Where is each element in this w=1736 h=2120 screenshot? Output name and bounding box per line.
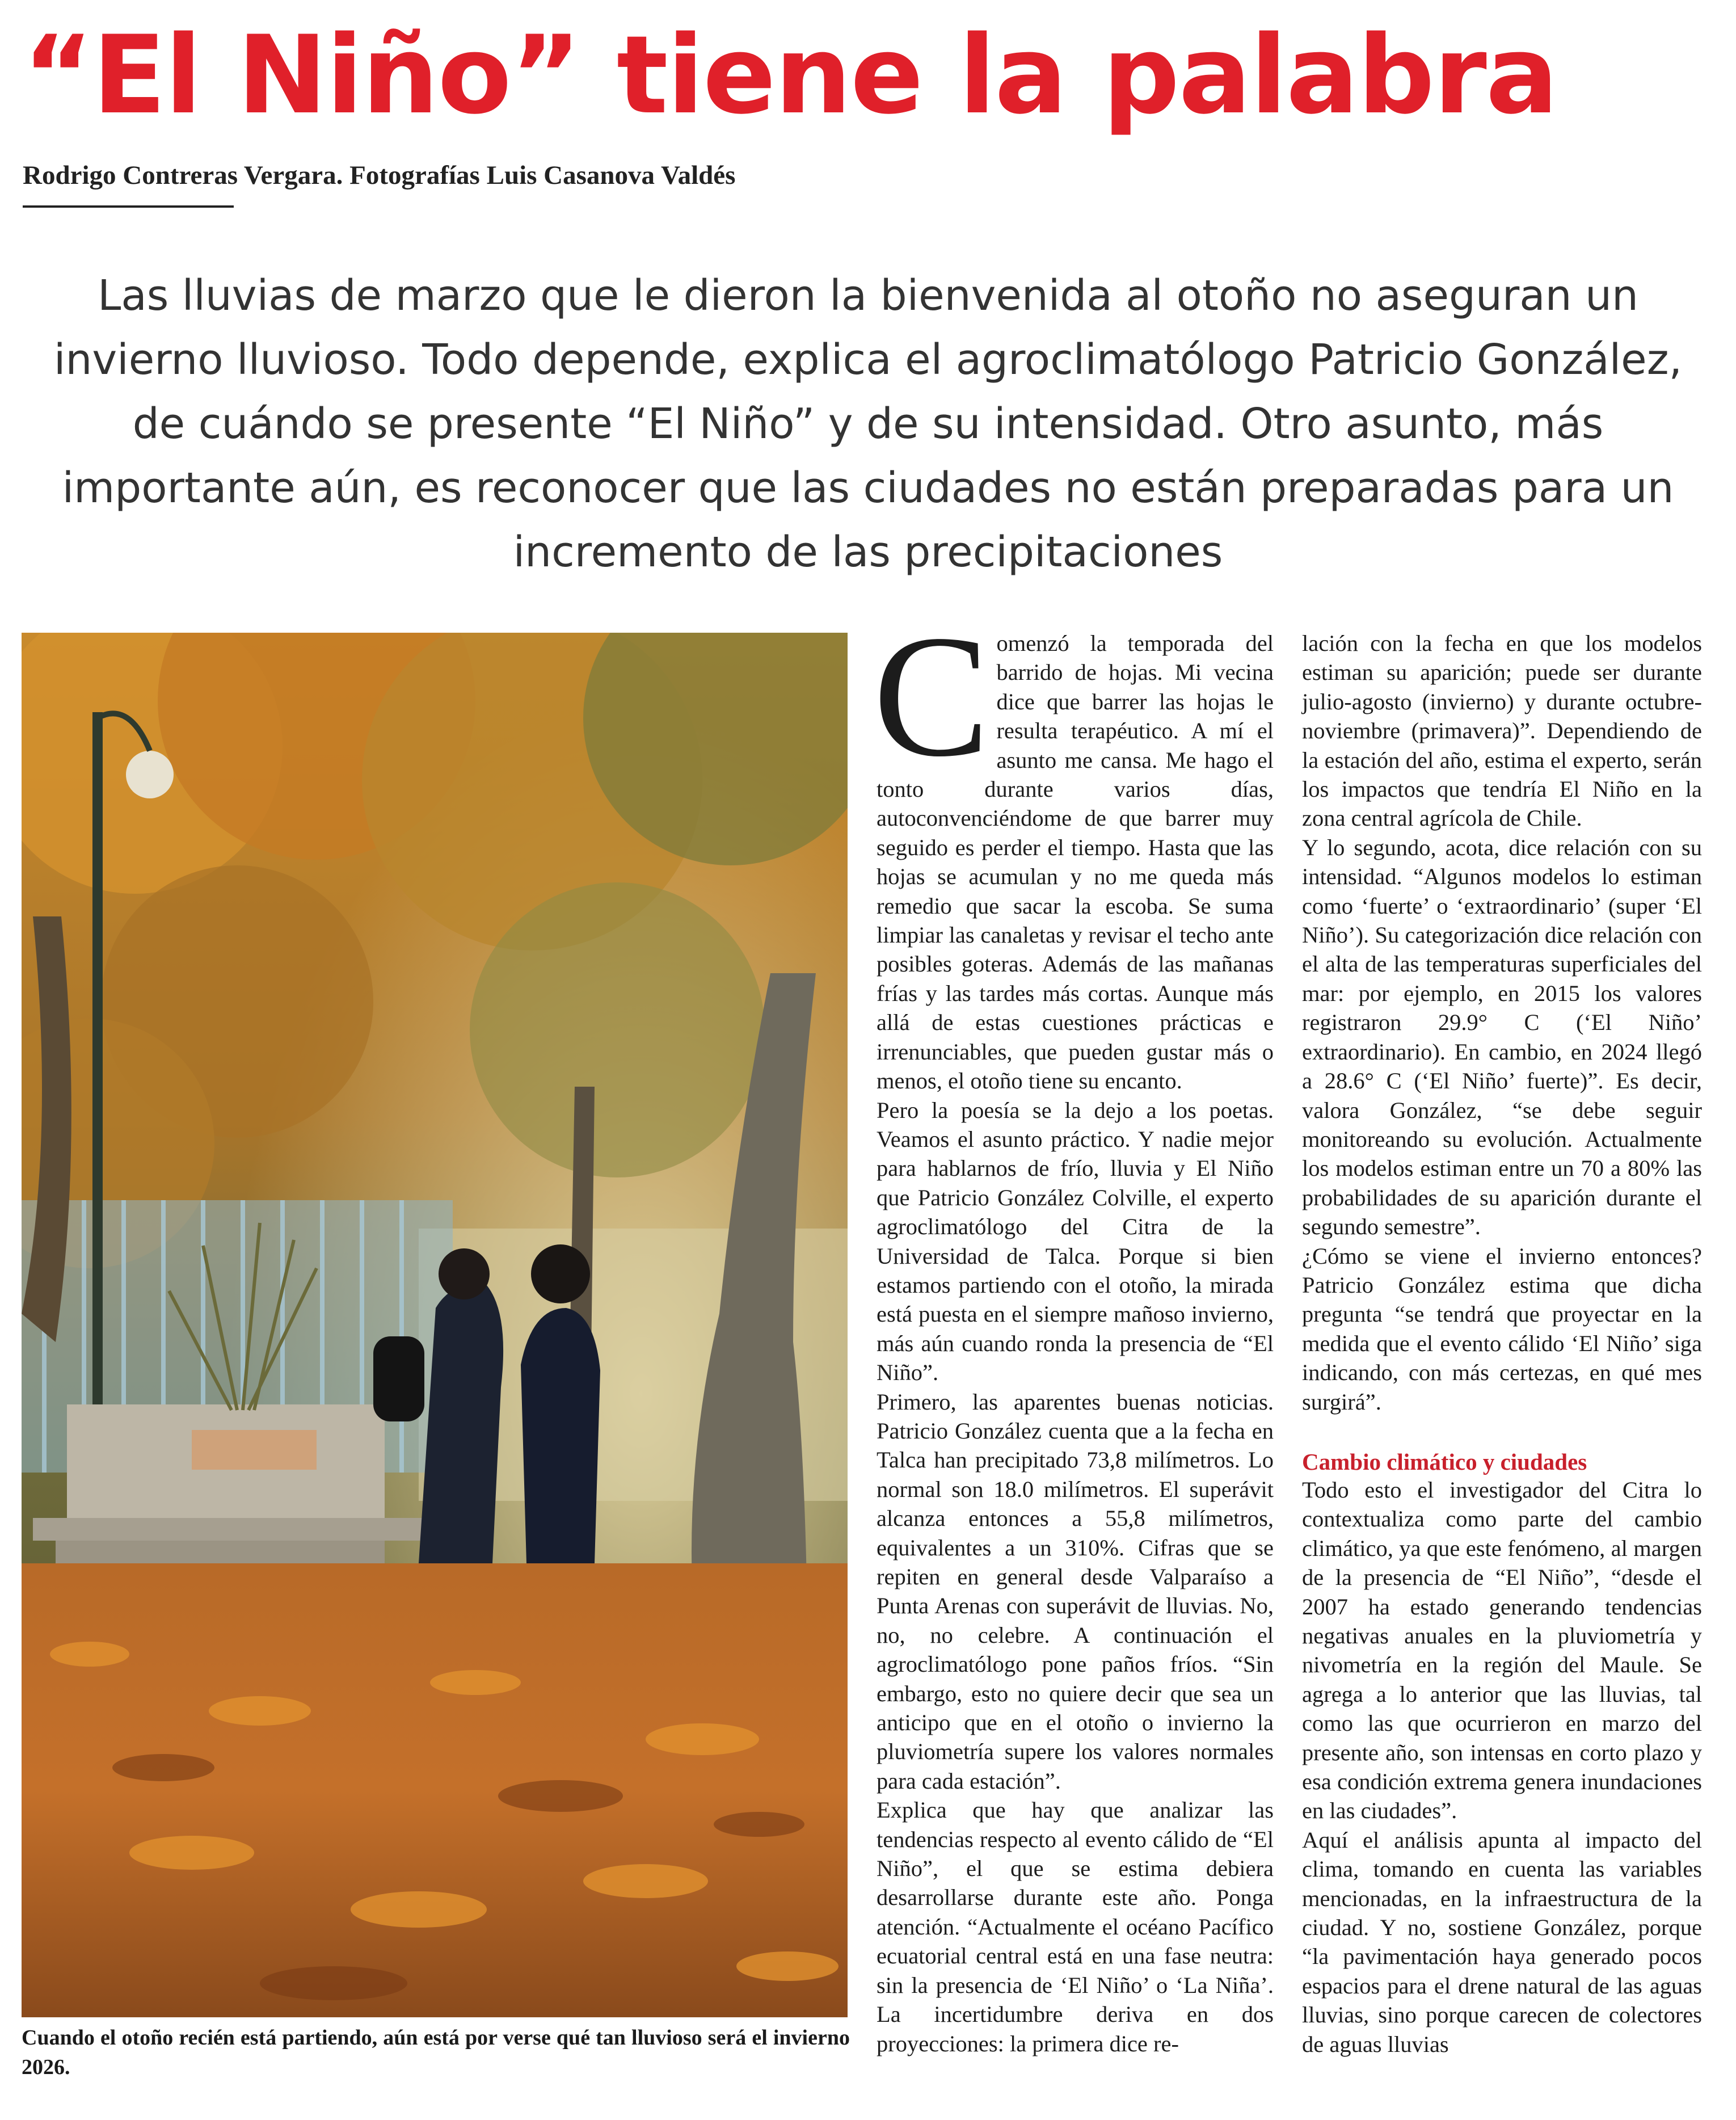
paragraph: Pero la poesía se la dejo a los poetas. Veamos el asunto práctico. Y nadie mejor para hablarnos de frío, lluvia y El Niño que Patricio González Colville, el experto agroclimatólogo del Citra de la Universidad de Talca. Porque si bien estamos partiendo con el otoño, la mirada está puesta en el siempre mañoso invierno, más aún cuando ronda la presencia de “El Niño”.	[877, 1097, 1274, 1386]
paragraph: Todo esto el investigador del Citra lo contextualiza como parte del cambio climático, ya que este fenómeno, al margen de la presencia de “El Niño”, “desde el 2007 ha estado generando tendencias negativas anuales en la pluviometría y nivometría en la región del Maule. Se agrega a lo anterior que las lluvias, tal como las que ocurrieron en marzo del presente año, son intensas en corto plazo y esa condición extrema genera inundaciones en las ciudades”.	[1302, 1477, 1702, 1824]
paragraph: Primero, las aparentes buenas noticias. Patricio González cuenta que a la fecha en Talca han precipitado 73,8 milímetros. Lo normal son 18.0 milímetros. El superávit alcanza entonces a 55,8 milímetros, equivalentes a un 310%. Cifras que se repiten en general desde Valparaíso a Punta Arenas con superávit de lluvias. No, no, no celebre. A continuación el agroclimatólogo pone paños fríos. “Sin embargo, esto no quiere decir que sea un anticipo que en el otoño o invierno la pluviometría supere los valores normales para cada estación”.	[877, 1389, 1274, 1794]
paragraph: omenzó la temporada del barrido de hojas. Mi vecina dice que barrer las hojas le resulta terapéutico. A mí el asunto me cansa. Me hago el tonto durante varios días, autoconvenciéndome de que barrer muy seguido es perder el tiempo. Hasta que las hojas se acumulan y no me queda más remedio que sacar la escoba. Se suma limpiar las canaletas y revisar el techo ante posibles goteras. Además de las mañanas frías y las tardes más cortas. Aunque más allá de estas cuestiones prácticas e irrenunciables, que pueden gustar más o menos, el otoño tiene su encanto.	[877, 630, 1274, 1094]
photo-illustration	[22, 633, 848, 2017]
byline-rule	[23, 205, 234, 208]
paragraph: ¿Cómo se viene el invierno entonces? Patricio González estima que dicha pregunta “se tendrá que proyectar en la medida que el evento cálido ‘El Niño’ siga indicando, con más certezas, en qué mes surgirá”.	[1302, 1243, 1702, 1415]
photo-caption: Cuando el otoño recién está partiendo, aún está por verse qué tan lluvioso será el invierno 2026.	[22, 2026, 850, 2079]
paragraph: Y lo segundo, acota, dice relación con su intensidad. “Algunos modelos lo estiman como ‘fuerte’ o ‘extraordinario’ (super ‘El Niño’). Su categorización dice relación con el alta de las temperaturas superficiales del mar: por ejemplo, en 2015 los valores registraron 29.9° C (‘El Niño’ extraordinario). En cambio, en 2024 llegó a 28.6° C (‘El Niño’ fuerte)”. Es decir, valora González, “se debe seguir monitoreando su evolución. Actualmente los modelos estiman entre un 70 a 80% las probabilidades de su aparición durante el segundo semestre”.	[1302, 834, 1702, 1240]
paragraph: lación con la fecha en que los modelos estiman su aparición; puede ser durante julio-agosto (invierno) y durante octubre-noviembre (primavera)”. Dependiendo de la estación del año, estima el experto, serán los impactos que tendría El Niño en la zona central agrícola de Chile.	[1302, 630, 1702, 831]
paragraph: Aquí el análisis apunta al impacto del clima, tomando en cuenta las variables mencionadas, en la infraestructura de la ciudad. Y no, sostiene González, porque “la pavimentación haya generado pocos espacios para el drene natural de las aguas lluvias, sino porque carecen de colectores de aguas lluvias	[1302, 1827, 1702, 2057]
section-subhead: Cambio climático y ciudades	[1302, 1448, 1587, 1475]
headline: “El Niño” tiene la palabra	[23, 12, 1557, 138]
drop-cap: C	[873, 599, 990, 793]
article-column-2	[1302, 629, 1702, 2059]
lede-paragraph: Las lluvias de marzo que le dieron la bienvenida al otoño no aseguran un invierno lluvioso. Todo depende, explica el agroclimatólogo Patricio González, de cuándo se presente “El Niño” y de su intensidad. Otro asunto, más importante aún, es reconocer que las ciudades no están preparadas para un incremento de las precipitaciones	[53, 271, 1683, 577]
article-column-1	[873, 599, 1274, 2058]
autumn-park-photo	[22, 633, 848, 2017]
byline: Rodrigo Contreras Vergara. Fotografías Luis Casanova Valdés	[23, 161, 736, 190]
paragraph: Explica que hay que analizar las tendencias respecto al evento cálido de “El Niño”, el que se estima debiera desarrollarse durante este año. Ponga atención. “Actualmente el océano Pacífico ecuatorial central está en una fase neutra: sin la presencia de ‘El Niño’ o ‘La Niña’. La incertidumbre deriva en dos proyecciones: la primera dice re-	[877, 1797, 1274, 2056]
